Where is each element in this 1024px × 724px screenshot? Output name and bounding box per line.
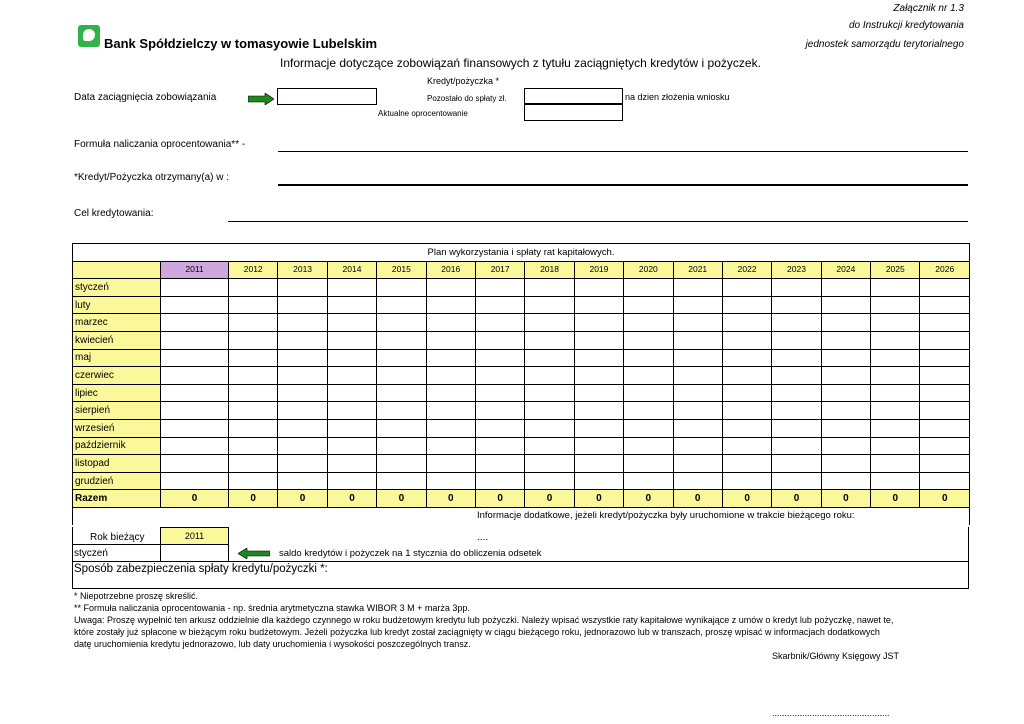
amount-cell[interactable]: [624, 472, 673, 490]
bank-name: Bank Spółdzielczy w tomasyowie Lubelskim: [104, 36, 378, 51]
amount-cell[interactable]: [673, 296, 722, 314]
january-label: styczeń: [74, 548, 108, 559]
amount-cell[interactable]: [821, 349, 870, 367]
amount-cell[interactable]: [525, 296, 574, 314]
month-row: [73, 296, 970, 314]
received-label: *Kredyt/Pożyczka otrzymany(a) w :: [74, 172, 230, 183]
amount-cell[interactable]: [722, 331, 771, 349]
amount-cell[interactable]: [920, 349, 970, 367]
amount-cell[interactable]: [574, 367, 623, 385]
total-value: 0: [525, 490, 574, 508]
total-value: 0: [327, 490, 376, 508]
amount-cell[interactable]: [525, 455, 574, 473]
year-header-cell: 2018: [525, 261, 574, 279]
amount-cell[interactable]: [278, 367, 327, 385]
current-rate-label: Aktualne oprocentowanie: [378, 109, 468, 118]
amount-cell[interactable]: [377, 455, 426, 473]
amount-cell[interactable]: [871, 279, 920, 297]
saldo-label: saldo kredytów i pożyczek na 1 stycznia do obliczenia odsetek: [279, 548, 542, 559]
instruction-label: do Instrukcji kredytowania: [848, 20, 964, 31]
year-header-cell: 2015: [377, 261, 426, 279]
amount-cell[interactable]: [772, 279, 821, 297]
amount-cell[interactable]: [871, 402, 920, 420]
amount-cell[interactable]: [624, 437, 673, 455]
amount-cell[interactable]: [722, 402, 771, 420]
amount-cell[interactable]: [161, 402, 229, 420]
month-row: [73, 472, 970, 490]
amount-cell[interactable]: [574, 419, 623, 437]
amount-cell[interactable]: [920, 314, 970, 332]
amount-cell[interactable]: [624, 296, 673, 314]
amount-cell[interactable]: [475, 402, 524, 420]
amount-cell[interactable]: [278, 472, 327, 490]
year-header-cell: 2016: [426, 261, 475, 279]
amount-cell[interactable]: [161, 437, 229, 455]
amount-cell[interactable]: [525, 402, 574, 420]
saldo-input[interactable]: [160, 544, 229, 562]
current-rate-input[interactable]: [524, 104, 623, 121]
formula-input-line[interactable]: [278, 151, 968, 152]
amount-cell[interactable]: [772, 384, 821, 402]
purpose-label: Cel kredytowania:: [74, 208, 154, 219]
attachment-label: Załącznik nr 1.3: [893, 3, 964, 14]
amount-cell[interactable]: [624, 314, 673, 332]
units-label: jednostek samorządu terytorialnego: [805, 39, 964, 50]
amount-cell[interactable]: [161, 472, 229, 490]
amount-cell[interactable]: [475, 472, 524, 490]
month-label: grudzień: [73, 472, 161, 490]
additional-info-row: [73, 507, 970, 525]
amount-cell[interactable]: [574, 314, 623, 332]
amount-cell[interactable]: [920, 419, 970, 437]
amount-cell[interactable]: [871, 296, 920, 314]
month-row: [73, 331, 970, 349]
month-row: [73, 384, 970, 402]
amount-cell[interactable]: [327, 455, 376, 473]
amount-cell[interactable]: [821, 314, 870, 332]
month-row: [73, 455, 970, 473]
amount-cell[interactable]: [673, 367, 722, 385]
amount-cell[interactable]: [475, 279, 524, 297]
amount-cell[interactable]: [871, 437, 920, 455]
amount-cell[interactable]: [920, 437, 970, 455]
total-value: 0: [722, 490, 771, 508]
amount-cell[interactable]: [161, 349, 229, 367]
amount-cell[interactable]: [278, 419, 327, 437]
amount-cell[interactable]: [722, 472, 771, 490]
footer-note-3a: Uwaga: Proszę wypełnić ten arkusz oddzielnie dla każdego czynnego w roku budżetowym kredytu lub pożyczki. Należy wpisać wszystkie raty kapitałowe wynikające z umów o kredyt lub pożyczkę, nawet te,: [74, 615, 894, 625]
amount-cell[interactable]: [327, 384, 376, 402]
month-row: [73, 437, 970, 455]
total-value: 0: [772, 490, 821, 508]
amount-cell[interactable]: [525, 314, 574, 332]
year-header-cell: 2019: [574, 261, 623, 279]
amount-cell[interactable]: [229, 367, 278, 385]
amount-cell[interactable]: [624, 349, 673, 367]
footer-note-3b: które zostały już spłacone w bieżącym roku budżetowym. Jeżeli pożyczka lub kredyt został zaciągnięty w ciągu bieżącego roku, jednorazowo lub w transzach, proszę wpisać w informacjach dodatkowych: [74, 627, 880, 637]
amount-cell[interactable]: [624, 419, 673, 437]
amount-cell[interactable]: [673, 331, 722, 349]
purpose-input-line[interactable]: [228, 221, 968, 222]
amount-cell[interactable]: [426, 331, 475, 349]
amount-cell[interactable]: [475, 349, 524, 367]
amount-cell[interactable]: [821, 296, 870, 314]
year-header-cell: 2020: [624, 261, 673, 279]
amount-cell[interactable]: [278, 455, 327, 473]
signature-line[interactable]: ...............................................: [772, 708, 890, 718]
amount-cell[interactable]: [871, 472, 920, 490]
amount-cell[interactable]: [278, 279, 327, 297]
amount-cell[interactable]: [821, 472, 870, 490]
amount-cell[interactable]: [821, 384, 870, 402]
amount-cell[interactable]: [624, 455, 673, 473]
amount-cell[interactable]: [377, 314, 426, 332]
amount-cell[interactable]: [920, 367, 970, 385]
amount-cell[interactable]: [426, 349, 475, 367]
total-value: 0: [229, 490, 278, 508]
amount-cell[interactable]: [673, 384, 722, 402]
amount-cell[interactable]: [525, 419, 574, 437]
amount-cell[interactable]: [920, 384, 970, 402]
amount-cell[interactable]: [871, 314, 920, 332]
amount-cell[interactable]: [525, 437, 574, 455]
footer-note-3c: datę uruchomienia kredytu jednorazowo, lub daty uruchomienia i wysokości poszczególnych transz.: [74, 639, 471, 649]
amount-cell[interactable]: [229, 331, 278, 349]
amount-cell[interactable]: [871, 367, 920, 385]
year-header-cell: 2011: [161, 261, 229, 279]
footer-note-2: ** Formuła naliczania oprocentowania - np. średnia arytmetyczna stawka WIBOR 3 M + marża 3pp.: [74, 603, 470, 613]
amount-cell[interactable]: [475, 314, 524, 332]
amount-cell[interactable]: [574, 296, 623, 314]
total-value: 0: [377, 490, 426, 508]
month-label: październik: [73, 437, 161, 455]
amount-cell[interactable]: [574, 402, 623, 420]
amount-cell[interactable]: [161, 419, 229, 437]
amount-cell[interactable]: [624, 331, 673, 349]
amount-cell[interactable]: [327, 367, 376, 385]
month-row: [73, 279, 970, 297]
amount-cell[interactable]: [772, 367, 821, 385]
amount-cell[interactable]: [229, 279, 278, 297]
dots-text: ....: [477, 532, 489, 543]
year-header-cell: 2023: [772, 261, 821, 279]
month-label: listopad: [73, 455, 161, 473]
amount-cell[interactable]: [229, 437, 278, 455]
amount-cell[interactable]: [377, 367, 426, 385]
month-label: sierpień: [73, 402, 161, 420]
amount-cell[interactable]: [525, 472, 574, 490]
amount-cell[interactable]: [327, 279, 376, 297]
amount-cell[interactable]: [920, 455, 970, 473]
amount-cell[interactable]: [821, 279, 870, 297]
amount-cell[interactable]: [673, 314, 722, 332]
amount-cell[interactable]: [871, 455, 920, 473]
amount-cell[interactable]: [475, 419, 524, 437]
amount-cell[interactable]: [229, 455, 278, 473]
amount-cell[interactable]: [475, 437, 524, 455]
amount-cell[interactable]: [722, 349, 771, 367]
amount-cell[interactable]: [920, 402, 970, 420]
received-input-line[interactable]: [278, 184, 968, 186]
amount-cell[interactable]: [574, 472, 623, 490]
total-value: 0: [426, 490, 475, 508]
total-value: 0: [920, 490, 970, 508]
amount-cell[interactable]: [327, 314, 376, 332]
month-label: luty: [73, 296, 161, 314]
total-value: 0: [821, 490, 870, 508]
amount-cell[interactable]: [574, 384, 623, 402]
total-value: 0: [161, 490, 229, 508]
amount-cell[interactable]: [624, 279, 673, 297]
month-label: kwiecień: [73, 331, 161, 349]
amount-cell[interactable]: [426, 402, 475, 420]
footer-note-1: * Niepotrzebne proszę skreślić.: [74, 591, 199, 601]
amount-cell[interactable]: [574, 437, 623, 455]
amount-cell[interactable]: [871, 331, 920, 349]
formula-label: Formuła naliczania oprocentowania** -: [74, 139, 246, 150]
amount-cell[interactable]: [673, 419, 722, 437]
amount-cell[interactable]: [772, 402, 821, 420]
arrow-left-icon: [238, 548, 270, 559]
total-value: 0: [624, 490, 673, 508]
amount-cell[interactable]: [475, 296, 524, 314]
year-header-cell: 2014: [327, 261, 376, 279]
current-year-value: 2011: [184, 531, 205, 541]
amount-cell[interactable]: [426, 472, 475, 490]
current-year-cell: [160, 527, 229, 545]
amount-cell[interactable]: [772, 419, 821, 437]
amount-cell[interactable]: [475, 367, 524, 385]
additional-info-text: Informacje dodatkowe, jeżeli kredyt/pożyczka były uruchomione w trakcie bieżącego roku:: [477, 509, 855, 521]
amount-cell[interactable]: [161, 331, 229, 349]
year-header-cell: 2013: [278, 261, 327, 279]
amount-cell[interactable]: [624, 384, 673, 402]
lower-divider-2: [72, 561, 969, 562]
amount-cell[interactable]: [722, 314, 771, 332]
amount-cell[interactable]: [722, 279, 771, 297]
amount-cell[interactable]: [722, 367, 771, 385]
amount-cell[interactable]: [278, 314, 327, 332]
month-label: czerwiec: [73, 367, 161, 385]
amount-cell[interactable]: [821, 367, 870, 385]
amount-cell[interactable]: [377, 384, 426, 402]
amount-cell[interactable]: [821, 437, 870, 455]
amount-cell[interactable]: [772, 314, 821, 332]
amount-cell[interactable]: [574, 279, 623, 297]
amount-cell[interactable]: [722, 455, 771, 473]
month-row: [73, 314, 970, 332]
amount-cell[interactable]: [525, 279, 574, 297]
total-label: Razem: [73, 490, 161, 508]
amount-cell[interactable]: [327, 296, 376, 314]
month-label: lipiec: [73, 384, 161, 402]
remaining-label: Pozostało do spłaty zł.: [427, 94, 507, 103]
amount-cell[interactable]: [772, 331, 821, 349]
amount-cell[interactable]: [475, 331, 524, 349]
amount-cell[interactable]: [673, 455, 722, 473]
amount-cell[interactable]: [327, 472, 376, 490]
amount-cell[interactable]: [278, 384, 327, 402]
amount-cell[interactable]: [426, 437, 475, 455]
current-year-label: Rok bieżący: [90, 532, 145, 543]
amount-cell[interactable]: [426, 455, 475, 473]
bank-logo-icon: [78, 25, 100, 47]
amount-cell[interactable]: [475, 384, 524, 402]
plan-table: [72, 243, 970, 525]
amount-cell[interactable]: [920, 279, 970, 297]
month-row: [73, 349, 970, 367]
amount-cell[interactable]: [525, 384, 574, 402]
total-value: 0: [475, 490, 524, 508]
amount-cell[interactable]: [574, 331, 623, 349]
amount-cell[interactable]: [377, 402, 426, 420]
amount-cell[interactable]: [161, 367, 229, 385]
amount-cell[interactable]: [327, 331, 376, 349]
year-header-cell: 2022: [722, 261, 771, 279]
amount-cell[interactable]: [525, 349, 574, 367]
amount-cell[interactable]: [229, 314, 278, 332]
amount-cell[interactable]: [772, 437, 821, 455]
amount-cell[interactable]: [920, 296, 970, 314]
amount-cell[interactable]: [161, 296, 229, 314]
amount-cell[interactable]: [772, 455, 821, 473]
amount-cell[interactable]: [920, 331, 970, 349]
amount-cell[interactable]: [426, 384, 475, 402]
amount-cell[interactable]: [278, 437, 327, 455]
amount-cell[interactable]: [525, 367, 574, 385]
amount-cell[interactable]: [673, 472, 722, 490]
amount-cell[interactable]: [229, 384, 278, 402]
total-value: 0: [278, 490, 327, 508]
amount-cell[interactable]: [871, 349, 920, 367]
year-header-cell: 2025: [871, 261, 920, 279]
amount-cell[interactable]: [673, 349, 722, 367]
month-row: [73, 419, 970, 437]
amount-cell[interactable]: [377, 437, 426, 455]
arrow-right-icon: [248, 93, 274, 105]
month-row: [73, 402, 970, 420]
amount-cell[interactable]: [525, 331, 574, 349]
signer-label: Skarbnik/Główny Księgowy JST: [772, 651, 900, 661]
year-header-cell: 2017: [475, 261, 524, 279]
amount-cell[interactable]: [475, 455, 524, 473]
amount-cell[interactable]: [673, 279, 722, 297]
month-label: maj: [73, 349, 161, 367]
amount-cell[interactable]: [426, 367, 475, 385]
amount-cell[interactable]: [229, 296, 278, 314]
page-title: Informacje dotyczące zobowiązań finansowych z tytułu zaciągniętych kredytów i pożyczek.: [280, 56, 761, 70]
on-date-label: na dzien złożenia wniosku: [625, 92, 730, 102]
amount-cell[interactable]: [229, 419, 278, 437]
amount-cell[interactable]: [377, 472, 426, 490]
amount-cell[interactable]: [821, 419, 870, 437]
amount-cell[interactable]: [574, 349, 623, 367]
total-value: 0: [871, 490, 920, 508]
amount-cell[interactable]: [377, 296, 426, 314]
amount-cell[interactable]: [821, 455, 870, 473]
amount-cell[interactable]: [772, 349, 821, 367]
amount-cell[interactable]: [377, 331, 426, 349]
amount-cell[interactable]: [426, 419, 475, 437]
amount-cell[interactable]: [871, 384, 920, 402]
amount-cell[interactable]: [377, 419, 426, 437]
date-input[interactable]: [277, 88, 377, 105]
amount-cell[interactable]: [426, 296, 475, 314]
amount-cell[interactable]: [821, 402, 870, 420]
amount-cell[interactable]: [673, 437, 722, 455]
amount-cell[interactable]: [673, 402, 722, 420]
amount-cell[interactable]: [772, 472, 821, 490]
year-header-cell: 2024: [821, 261, 870, 279]
amount-cell[interactable]: [161, 455, 229, 473]
amount-cell[interactable]: [722, 437, 771, 455]
year-header-cell: 2012: [229, 261, 278, 279]
amount-cell[interactable]: [722, 384, 771, 402]
year-header-cell: 2021: [673, 261, 722, 279]
year-header-cell: 2026: [920, 261, 970, 279]
amount-cell[interactable]: [327, 419, 376, 437]
amount-cell[interactable]: [278, 331, 327, 349]
amount-cell[interactable]: [278, 402, 327, 420]
year-header-row: [73, 261, 970, 279]
amount-cell[interactable]: [772, 296, 821, 314]
amount-cell[interactable]: [278, 296, 327, 314]
amount-cell[interactable]: [722, 296, 771, 314]
amount-cell[interactable]: [624, 367, 673, 385]
plan-title: Plan wykorzystania i spłaty rat kapitałowych.: [73, 244, 970, 262]
amount-cell[interactable]: [426, 314, 475, 332]
amount-cell[interactable]: [161, 279, 229, 297]
amount-cell[interactable]: [871, 419, 920, 437]
remaining-input[interactable]: [524, 88, 623, 104]
amount-cell[interactable]: [377, 349, 426, 367]
loan-label: Kredyt/pożyczka *: [427, 76, 500, 86]
amount-cell[interactable]: [229, 472, 278, 490]
amount-cell[interactable]: [920, 472, 970, 490]
amount-cell[interactable]: [327, 437, 376, 455]
amount-cell[interactable]: [821, 331, 870, 349]
amount-cell[interactable]: [574, 455, 623, 473]
amount-cell[interactable]: [327, 402, 376, 420]
amount-cell[interactable]: [377, 279, 426, 297]
amount-cell[interactable]: [426, 279, 475, 297]
amount-cell[interactable]: [327, 349, 376, 367]
amount-cell[interactable]: [624, 402, 673, 420]
amount-cell[interactable]: [229, 349, 278, 367]
month-label: wrzesień: [73, 419, 161, 437]
amount-cell[interactable]: [229, 402, 278, 420]
amount-cell[interactable]: [278, 349, 327, 367]
total-value: 0: [574, 490, 623, 508]
date-label: Data zaciągnięcia zobowiązania: [74, 92, 217, 103]
total-value: 0: [673, 490, 722, 508]
month-label: marzec: [73, 314, 161, 332]
year-header-corner: [73, 261, 161, 279]
security-label: Sposób zabezpieczenia spłaty kredytu/pożyczki *:: [74, 563, 328, 575]
amount-cell[interactable]: [161, 314, 229, 332]
total-row: [73, 490, 970, 508]
month-row: [73, 367, 970, 385]
amount-cell[interactable]: [722, 419, 771, 437]
month-label: styczeń: [73, 279, 161, 297]
amount-cell[interactable]: [161, 384, 229, 402]
